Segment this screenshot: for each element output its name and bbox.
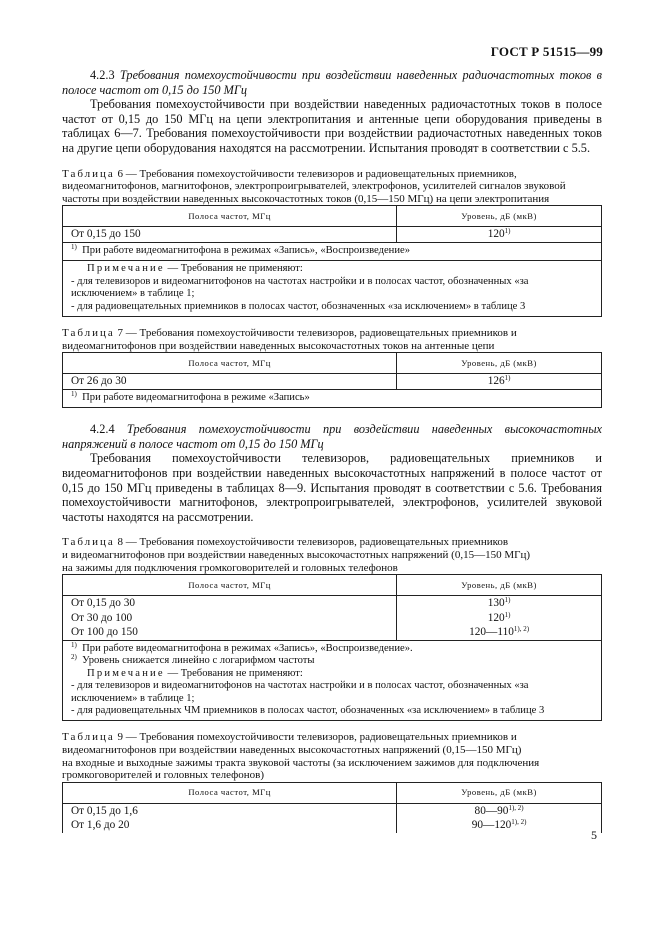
column-header-level: Уровень, дБ (мкВ) (397, 206, 602, 227)
table-header-row (63, 575, 602, 596)
note-heading (71, 668, 595, 680)
footnote-row (63, 389, 602, 407)
table-8-caption (62, 536, 602, 574)
table-number: 9 (117, 731, 124, 744)
table-number: 6 (117, 167, 124, 180)
level-cell (397, 596, 602, 611)
section-4-2-3-text: Требования помехоустойчивости при воздействии наведенных радиочастотных токов в полосе частот от 0,15 до 150 МГц на цепи электропитания и антенные цепи оборудования приведены в таблицах 6—7. Требования помехоустойчивости при воздействии радиочастотных наведенных токов на другие цепи оборудования находятся на рассмотрении. Испытания проводят в соответствии с 5.5. (62, 97, 602, 155)
note-item: - для телевизоров и видеомагнитофонов на частотах настройки и в полосах частот, обозначенных «за исключением» в таблице 1; (71, 275, 529, 300)
footnote-ref: 1), 2) (511, 818, 527, 827)
level-value: 90—120 (471, 819, 512, 832)
table-row (63, 374, 602, 390)
caption-line: — Требования помехоустойчивости телевизоров, радиовещательных приемников (123, 536, 509, 549)
footnote-text: Уровень снижается линейно с логарифмом частоты (82, 655, 315, 667)
band-cell: От 0,15 до 150 (63, 227, 397, 243)
section-title: Требования помехоустойчивости при воздействии наведенных радиочастотных токов в полосе частот от 0,15 до 150 МГц (62, 68, 602, 97)
table-8 (62, 574, 602, 721)
level-cell (397, 227, 602, 243)
footnote (71, 640, 595, 655)
caption-text: — Требования помехоустойчивости телевизоров, радиовещательных приемников и видеомагнитофонов при воздействии наведенных высокочастотных токов на антенные цепи (62, 326, 517, 352)
column-header-band: Полоса частот, МГц (63, 575, 397, 596)
footnote-mark: 1) (71, 242, 77, 251)
table-label: Таблица (62, 731, 115, 744)
note-label: Примечание (87, 263, 165, 275)
section-4-2-3-heading (62, 68, 602, 97)
table-7 (62, 352, 602, 408)
caption-line: и видеомагнитофонов при воздействии наведенных высокочастотных напряжений (0,15—150 МГц) (62, 548, 531, 561)
level-value: 120 (487, 611, 505, 624)
table-number: 7 (117, 326, 124, 339)
table-row (63, 803, 602, 818)
section-number: 4.2.3 (90, 68, 115, 82)
footnote (71, 655, 595, 667)
table-label: Таблица (62, 536, 115, 549)
caption-line: на входные и выходные зажимы тракта звуковой частоты (за исключением зажимов для подключения громкоговорителей и головных телефонов) (62, 756, 540, 782)
level-cell (397, 625, 602, 640)
table-6-caption (62, 168, 602, 206)
caption-line: видеомагнитофонов при воздействии наведенных высокочастотных напряжений (0,15—150 МГц) (62, 743, 522, 756)
table-6 (62, 205, 602, 317)
note-text: — Требования не применяют: (164, 263, 303, 275)
table-header-row (63, 353, 602, 374)
note-item: - для радиовещательных ЧМ приемников в полосах частот, обозначенных «за исключением» в таблице 3 (71, 704, 545, 716)
note-heading (71, 263, 595, 275)
footnote-mark: 1) (71, 640, 77, 649)
page-number: 5 (591, 828, 597, 842)
table-row (63, 625, 602, 640)
level-cell (397, 803, 602, 818)
table-header-row (63, 206, 602, 227)
note-label: Примечание (87, 667, 165, 679)
section-4-2-4-text: Требования помехоустойчивости телевизоров, радиовещательных приемников и видеомагнитофонов при воздействии наведенных высокочастотных напряжений в полосе частот от 0,15 до 150 МГц приведены в таблицах 8—9. Испытания проводят в соответствии с 5.6. Требования помехоустойчивости магнитофонов, электропроигрывателей, электрофонов, усилителей звуковой частоты находятся на рассмотрении. (62, 451, 602, 524)
note-item: - для телевизоров и видеомагнитофонов на частотах настройки и в полосах частот, обозначенных «за исключением» в таблице 1; (71, 680, 529, 704)
table-7-caption (62, 327, 602, 352)
level-value: 126 (487, 375, 505, 388)
column-header-band: Полоса частот, МГц (63, 206, 397, 227)
level-value: 80—90 (474, 804, 509, 817)
band-cell: От 0,15 до 1,6 (63, 803, 397, 818)
table-label: Таблица (62, 326, 115, 339)
column-header-band: Полоса частот, МГц (63, 782, 397, 803)
note-item: - для радиовещательных приемников в полосах частот, обозначенных «за исключением» в таблице 3 (71, 300, 526, 312)
note-text: — Требования не применяют: (164, 667, 303, 679)
footnote-ref: 1) (504, 596, 511, 605)
band-cell: От 30 до 100 (63, 611, 397, 626)
standard-number: ГОСТ Р 51515—99 (490, 44, 603, 59)
footnote-cell (63, 389, 602, 407)
footnote-ref: 1), 2) (513, 625, 530, 634)
column-header-level: Уровень, дБ (мкВ) (397, 782, 602, 803)
caption-line: — Требования помехоустойчивости телевизоров, радиовещательных приемников и (123, 731, 517, 744)
level-cell (397, 611, 602, 626)
level-cell (397, 374, 602, 390)
band-cell: От 100 до 150 (63, 625, 397, 640)
section-4-2-4-heading (62, 422, 602, 451)
table-row (63, 611, 602, 626)
section-number: 4.2.4 (90, 422, 115, 437)
table-row (63, 818, 602, 833)
table-header-row (63, 782, 602, 803)
table-label: Таблица (62, 167, 115, 180)
footnote-cell (63, 640, 602, 720)
note-cell (63, 261, 602, 317)
band-cell: От 26 до 30 (63, 374, 397, 390)
footnote-cell (63, 242, 602, 260)
footnote-row (63, 640, 602, 720)
level-value: 130 (487, 597, 505, 610)
table-9-caption (62, 731, 602, 781)
caption-line: на зажимы для подключения громкоговорителей и головных телефонов (62, 561, 398, 574)
footnote-mark: 2) (71, 653, 77, 662)
caption-text: — Требования помехоустойчивости телевизоров и радиовещательных приемников, видеомагнитофонов, магнитофонов, электропроигрывателей, электрофонов, усилителей сигналов звуковой частоты при воздействии наведенных высокочастотных токов (0,15—150 МГц) на цепи электропитания (62, 167, 566, 205)
footnote-text: При работе видеомагнитофона в режимах «Запись», «Воспроизведение» (82, 244, 410, 256)
footnote-ref: 1) (504, 610, 511, 619)
footnote-text: При работе видеомагнитофона в режимах «Запись», «Воспроизведение». (82, 642, 413, 654)
column-header-level: Уровень, дБ (мкВ) (397, 353, 602, 374)
column-header-level: Уровень, дБ (мкВ) (397, 575, 602, 596)
footnote-row (63, 242, 602, 260)
footnote-ref: 1), 2) (508, 803, 524, 812)
band-cell: От 0,15 до 30 (63, 596, 397, 611)
footnote-text: При работе видеомагнитофона в режиме «Запись» (82, 391, 310, 403)
note-row (63, 261, 602, 317)
table-number: 8 (117, 536, 124, 549)
footnote-ref: 1) (504, 374, 511, 383)
band-cell: От 1,6 до 20 (63, 818, 397, 833)
table-9 (62, 782, 602, 833)
footnote (71, 389, 595, 404)
table-row (63, 596, 602, 611)
section-title: Требования помехоустойчивости при воздействии наведенных высокочастотных напряжений в полосе частот от 0,15 до 150 МГц (62, 422, 602, 451)
footnote (71, 242, 595, 257)
level-value: 120—110 (469, 626, 514, 639)
footnote-mark: 1) (71, 389, 77, 398)
page-content (62, 68, 602, 833)
footnote-ref: 1) (504, 227, 511, 236)
table-row (63, 227, 602, 243)
level-cell (397, 818, 602, 833)
column-header-band: Полоса частот, МГц (63, 353, 397, 374)
level-value: 120 (487, 228, 505, 241)
